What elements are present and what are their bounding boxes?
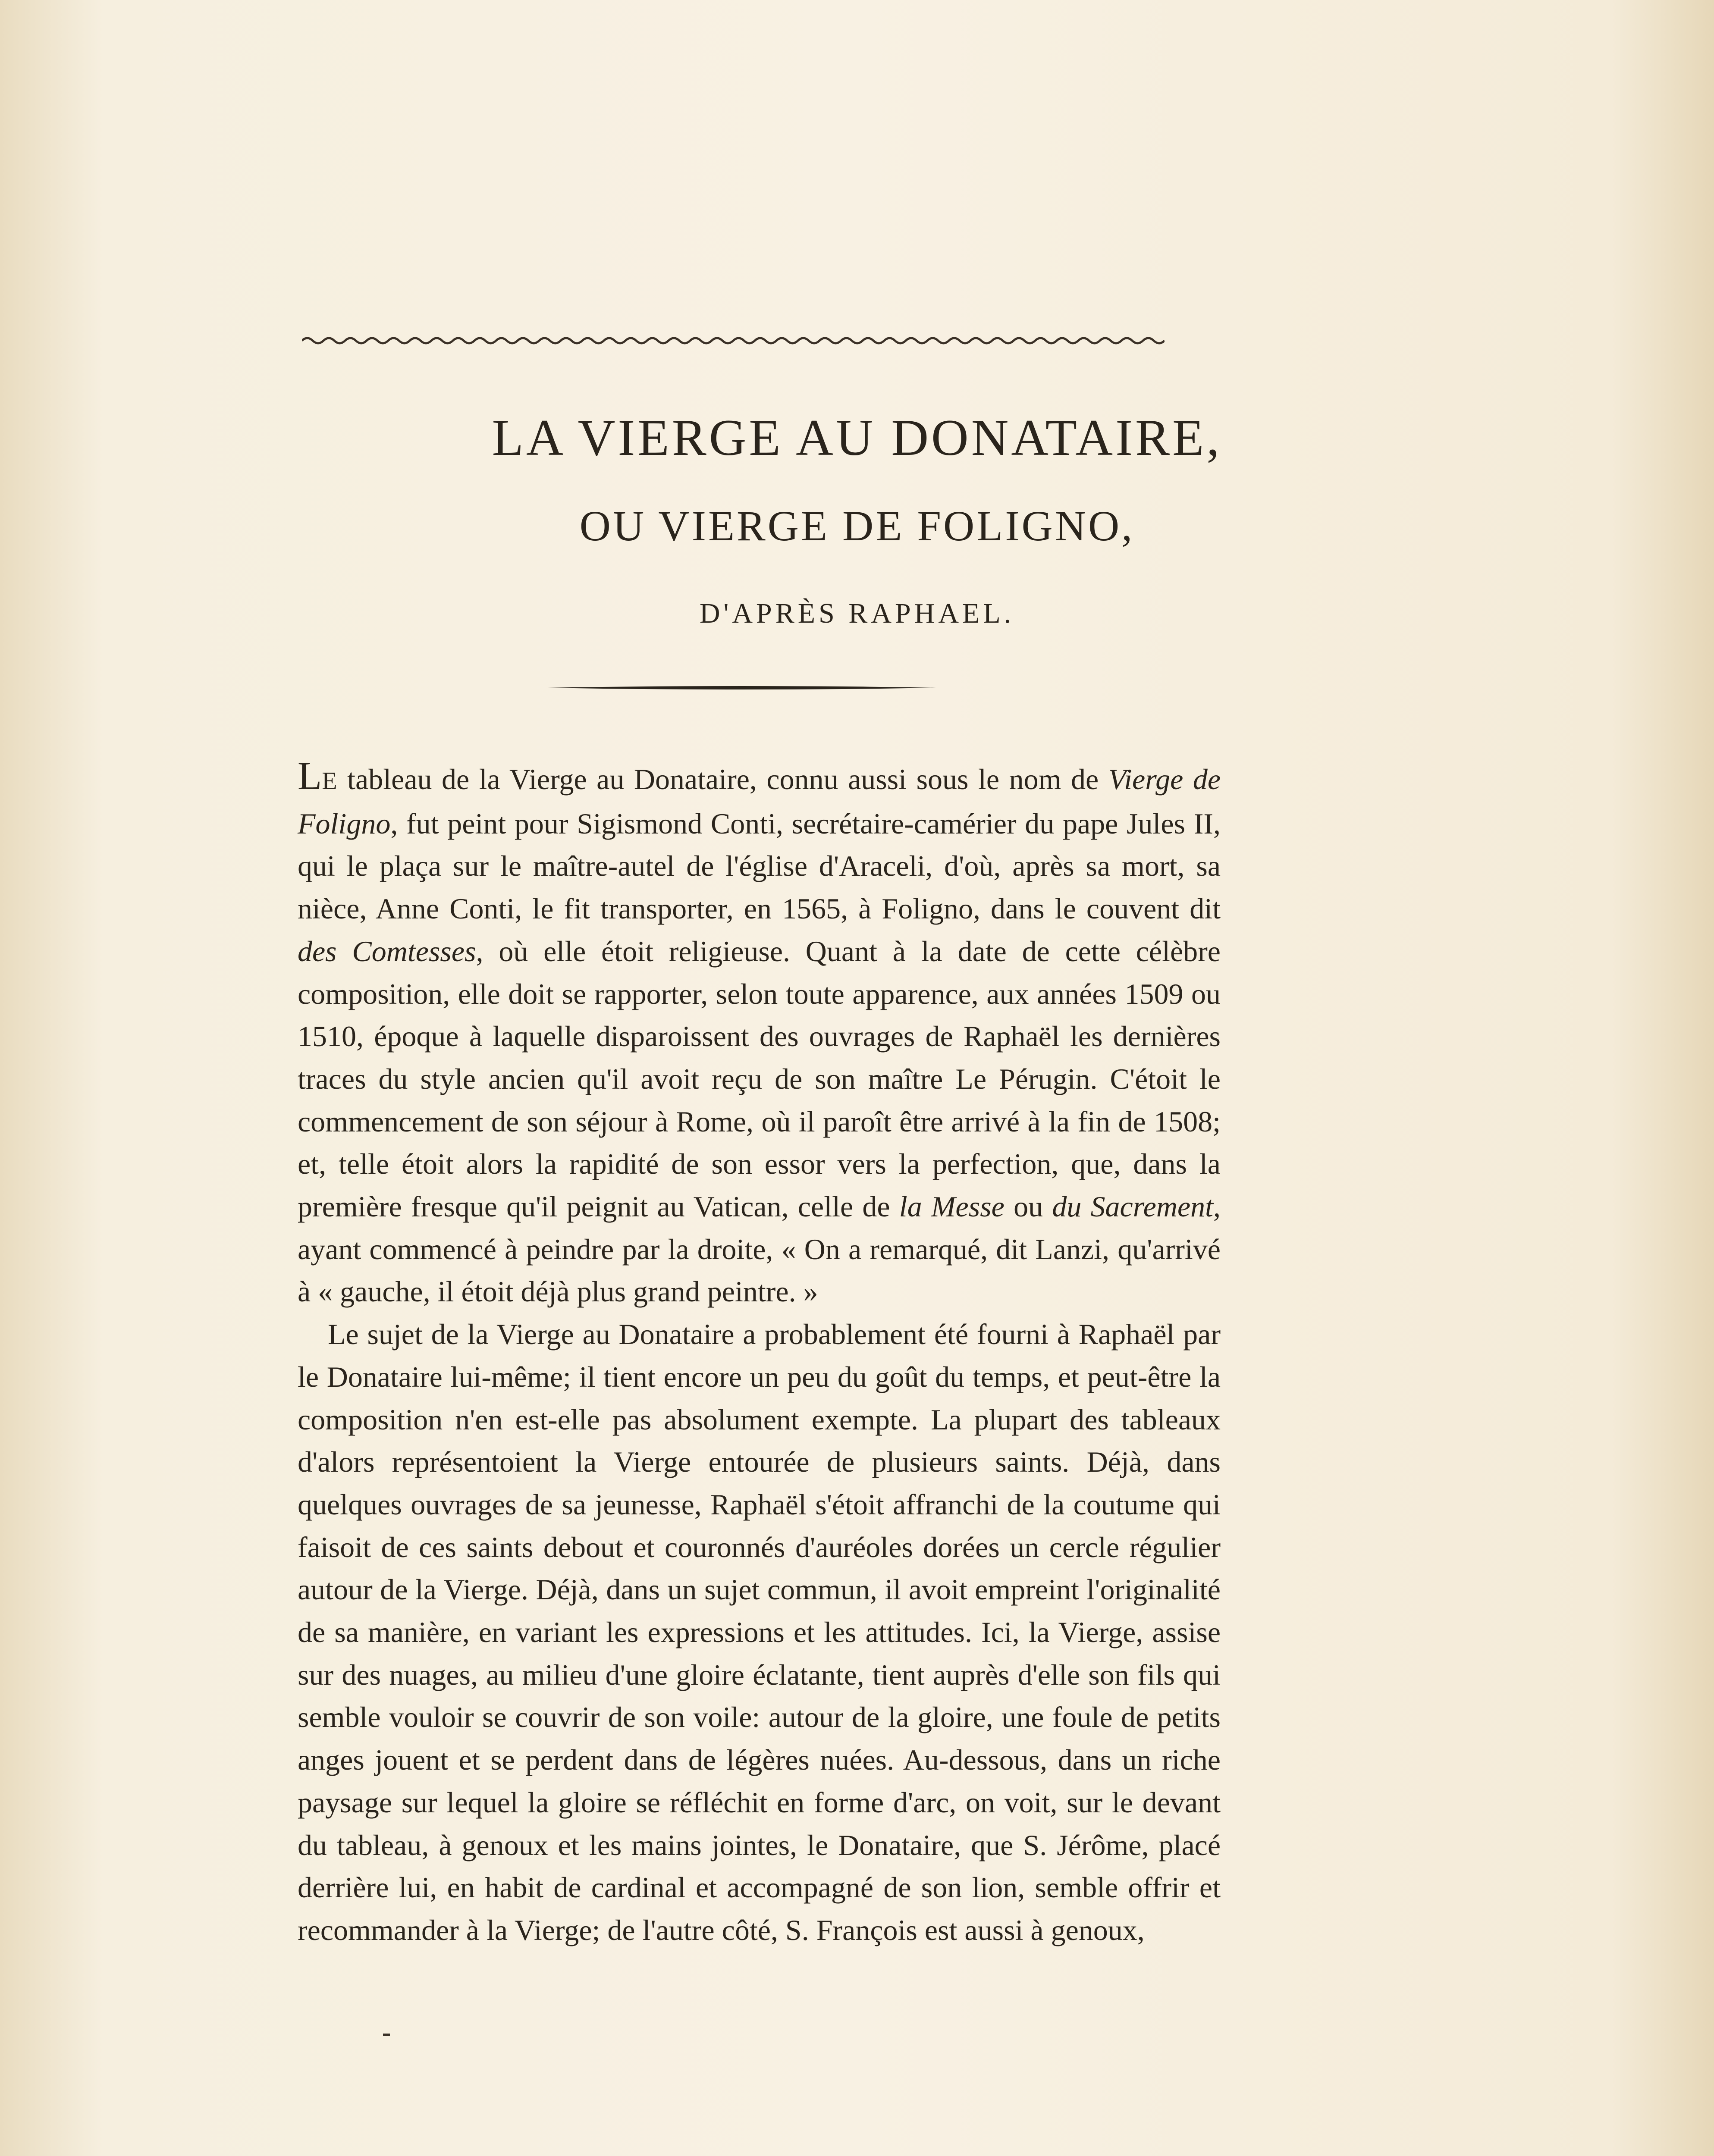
text-run: ou [1004,1190,1052,1223]
body-text [298,755,1221,1952]
drop-cap: L [298,754,322,798]
text-run: Le sujet de la Vierge au Donataire a probablement été fourni à Raphaël par le Donataire lui-même; il tient encore un peu du goût du temps, et peut-être la composition n'en est-elle pas absolument exempte. La plupart des tableaux d'alors représentoient la Vierge entourée de plusieurs saints. Déjà, dans quelques ouvrages de sa jeunesse, Raphaël s'étoit affranchi de la coutume qui faisoit de ces saints debout et couronnés d'auréoles dorées un cercle régulier autour de la Vierge. Déjà, dans un sujet commun, il avoit empreint l'originalité de sa manière, en variant les expressions et les attitudes. Ici, la Vierge, assise sur des nuages, au milieu d'une gloire éclatante, tient auprès d'elle son fils qui semble vouloir se couvrir de son voile: autour de la gloire, une foule de petits anges jouent et se perdent dans de légères nuées. Au-dessous, dans un riche paysage sur lequel la gloire se réfléchit en forme d'arc, on voit, sur le devant du tableau, à genoux et les mains jointes, le Donataire, que S. Jérôme, placé derrière lui, en habit de cardinal et accompagné de son lion, semble offrir et recommander à la Vierge; de l'autre côté, S. François est aussi à genoux, [298,1318,1221,1946]
title-line-1: LA VIERGE AU DONATAIRE, [492,409,1222,466]
tapered-rule [548,685,936,691]
text-run: , où elle étoit religieuse. Quant à la date de cette célèbre composition, elle doit se rapporter, selon toute apparence, aux années 1509 ou 1510, époque à laquelle disparoissent des ouvrages de Raphaël les dernières traces du style ancien qu'il avoit reçu de son maître Le Pérugin. C'étoit le commencement de son séjour à Rome, où il paroît être arrivé à la fin de 1508; et, telle étoit alors la rapidité de son essor vers la perfection, que, dans la première fresque qu'il peignit au Vatican, celle de [298,934,1221,1223]
paragraph-2 [298,1313,1221,1952]
text-run: tableau de la Vierge au Donataire, connu aussi sous le nom de [337,763,1108,796]
italic-text: du Sacrement [1052,1190,1214,1223]
italic-text: la Messe [899,1190,1005,1223]
paragraph-1 [298,755,1221,1313]
small-cap: E [322,767,338,795]
title-line-2: OU VIERGE DE FOLIGNO, [579,502,1135,550]
wavy-ornament-rule [302,332,1165,349]
text-run: , ayant commencé à peindre par la droite, « On a remarqué, dit Lanzi, qu'arrivé à « gauche, il étoit déjà plus grand peintre. » [298,1190,1221,1308]
title-line-3: D'APRÈS RAPHAEL. [699,598,1015,629]
page-mark [383,2034,390,2036]
text-run: , fut peint pour Sigismond Conti, secrétaire-camérier du pape Jules II, qui le plaça sur le maître-autel de l'église d'Araceli, d'où, après sa mort, sa nièce, Anne Conti, le fit transporter, en 1565, à Foligno, dans le couvent dit [298,807,1221,925]
italic-text: Vierge de Foligno [298,763,1221,840]
italic-text: des Comtesses [298,934,476,968]
